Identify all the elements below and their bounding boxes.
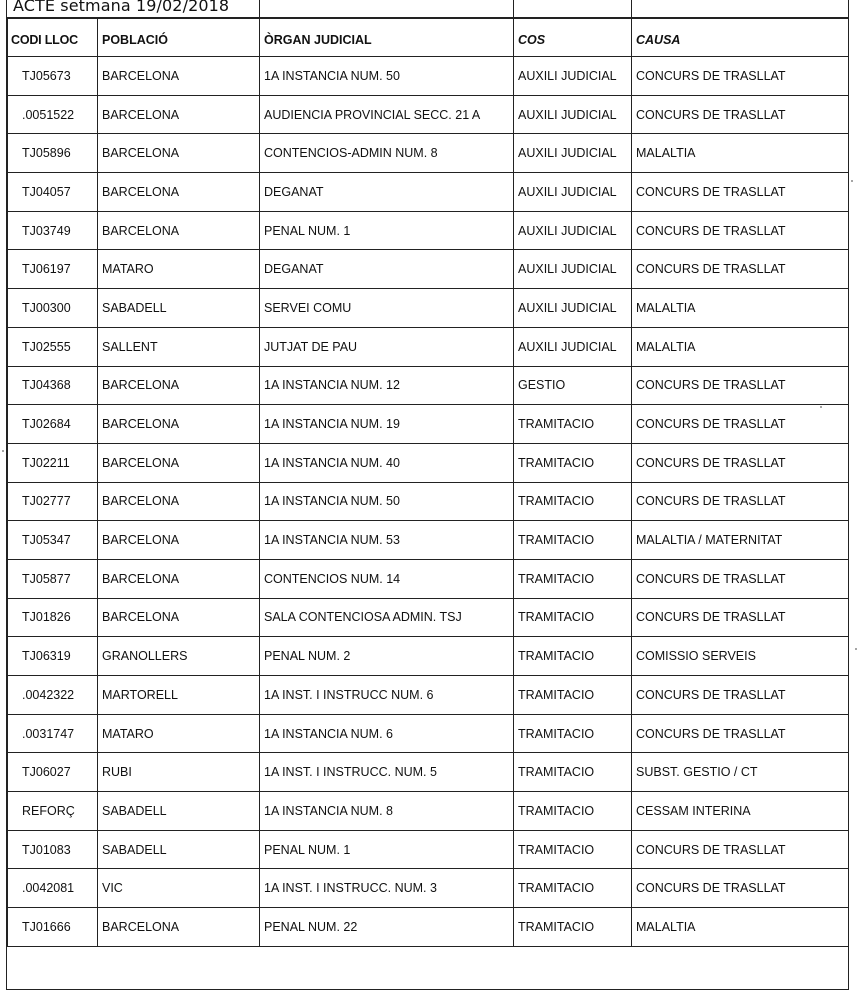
cell-causa: CONCURS DE TRASLLAT: [632, 830, 849, 869]
cell-poblacio: RUBI: [98, 753, 260, 792]
cell-cos: TRAMITACIO: [514, 753, 632, 792]
cell-organ-judicial: 1A INST. I INSTRUCC NUM. 6: [260, 676, 514, 715]
cell-causa: MALALTIA: [632, 908, 849, 947]
cell-poblacio: SABADELL: [98, 830, 260, 869]
cell-poblacio: BARCELONA: [98, 521, 260, 560]
cell-cos: AUXILI JUDICIAL: [514, 327, 632, 366]
table-header-row: [8, 19, 849, 57]
cell-causa: CONCURS DE TRASLLAT: [632, 443, 849, 482]
table-row: [8, 443, 849, 482]
document-title: ACTE setmana 19/02/2018: [13, 0, 230, 15]
cell-causa: CONCURS DE TRASLLAT: [632, 559, 849, 598]
cell-codi-lloc: TJ04368: [8, 366, 98, 405]
table-row: [8, 637, 849, 676]
header-causa: CAUSA: [632, 19, 849, 57]
cell-causa: CONCURS DE TRASLLAT: [632, 482, 849, 521]
cell-organ-judicial: CONTENCIOS-ADMIN NUM. 8: [260, 134, 514, 173]
cell-poblacio: BARCELONA: [98, 57, 260, 96]
cell-poblacio: BARCELONA: [98, 482, 260, 521]
cell-codi-lloc: .0051522: [8, 95, 98, 134]
cell-poblacio: BARCELONA: [98, 173, 260, 212]
cell-cos: AUXILI JUDICIAL: [514, 57, 632, 96]
cell-cos: TRAMITACIO: [514, 869, 632, 908]
cell-cos: TRAMITACIO: [514, 482, 632, 521]
vacancies-table: [7, 18, 849, 947]
cell-poblacio: BARCELONA: [98, 211, 260, 250]
table-row: [8, 598, 849, 637]
cell-poblacio: SABADELL: [98, 792, 260, 831]
table-row: [8, 173, 849, 212]
cell-organ-judicial: JUTJAT DE PAU: [260, 327, 514, 366]
table-row: [8, 250, 849, 289]
cell-causa: CONCURS DE TRASLLAT: [632, 405, 849, 444]
scan-speck: [820, 406, 822, 408]
cell-cos: TRAMITACIO: [514, 559, 632, 598]
cell-codi-lloc: TJ04057: [8, 173, 98, 212]
table-row: [8, 57, 849, 96]
cell-poblacio: VIC: [98, 869, 260, 908]
header-codi-lloc: CODI LLOC: [8, 19, 98, 57]
cell-cos: GESTIO: [514, 366, 632, 405]
table-row: [8, 482, 849, 521]
cell-codi-lloc: TJ01666: [8, 908, 98, 947]
cell-cos: AUXILI JUDICIAL: [514, 95, 632, 134]
cell-cos: TRAMITACIO: [514, 714, 632, 753]
cell-organ-judicial: 1A INSTANCIA NUM. 6: [260, 714, 514, 753]
table-row: [8, 792, 849, 831]
cell-causa: CONCURS DE TRASLLAT: [632, 250, 849, 289]
cell-organ-judicial: 1A INSTANCIA NUM. 50: [260, 482, 514, 521]
cell-organ-judicial: PENAL NUM. 2: [260, 637, 514, 676]
cell-cos: TRAMITACIO: [514, 521, 632, 560]
cell-codi-lloc: TJ02684: [8, 405, 98, 444]
cell-organ-judicial: 1A INSTANCIA NUM. 8: [260, 792, 514, 831]
table-row: [8, 95, 849, 134]
cell-cos: TRAMITACIO: [514, 830, 632, 869]
cell-organ-judicial: DEGANAT: [260, 173, 514, 212]
title-divider: [631, 0, 632, 18]
cell-cos: AUXILI JUDICIAL: [514, 173, 632, 212]
cell-codi-lloc: .0031747: [8, 714, 98, 753]
cell-poblacio: BARCELONA: [98, 366, 260, 405]
title-row: [7, 0, 848, 18]
scan-speck: [855, 648, 857, 650]
cell-cos: AUXILI JUDICIAL: [514, 211, 632, 250]
cell-codi-lloc: TJ05877: [8, 559, 98, 598]
cell-poblacio: GRANOLLERS: [98, 637, 260, 676]
table-row: [8, 521, 849, 560]
table-row: [8, 753, 849, 792]
cell-organ-judicial: 1A INST. I INSTRUCC. NUM. 3: [260, 869, 514, 908]
table-row: [8, 830, 849, 869]
table-row: [8, 366, 849, 405]
cell-causa: CESSAM INTERINA: [632, 792, 849, 831]
cell-codi-lloc: TJ02211: [8, 443, 98, 482]
table-row: [8, 134, 849, 173]
cell-codi-lloc: TJ02777: [8, 482, 98, 521]
cell-codi-lloc: .0042081: [8, 869, 98, 908]
cell-causa: CONCURS DE TRASLLAT: [632, 57, 849, 96]
cell-poblacio: SALLENT: [98, 327, 260, 366]
cell-codi-lloc: TJ05347: [8, 521, 98, 560]
cell-organ-judicial: SERVEI COMU: [260, 289, 514, 328]
cell-poblacio: BARCELONA: [98, 405, 260, 444]
cell-organ-judicial: CONTENCIOS NUM. 14: [260, 559, 514, 598]
cell-causa: CONCURS DE TRASLLAT: [632, 869, 849, 908]
table-body: [8, 57, 849, 947]
cell-poblacio: MATARO: [98, 714, 260, 753]
cell-cos: TRAMITACIO: [514, 598, 632, 637]
cell-organ-judicial: AUDIENCIA PROVINCIAL SECC. 21 A: [260, 95, 514, 134]
cell-codi-lloc: TJ06319: [8, 637, 98, 676]
scan-speck: [851, 180, 853, 182]
cell-cos: AUXILI JUDICIAL: [514, 134, 632, 173]
cell-cos: AUXILI JUDICIAL: [514, 289, 632, 328]
cell-poblacio: SABADELL: [98, 289, 260, 328]
cell-causa: COMISSIO SERVEIS: [632, 637, 849, 676]
cell-causa: CONCURS DE TRASLLAT: [632, 95, 849, 134]
cell-cos: TRAMITACIO: [514, 443, 632, 482]
cell-codi-lloc: TJ05673: [8, 57, 98, 96]
cell-organ-judicial: PENAL NUM. 1: [260, 211, 514, 250]
cell-codi-lloc: TJ02555: [8, 327, 98, 366]
header-cos: COS: [514, 19, 632, 57]
cell-poblacio: BARCELONA: [98, 443, 260, 482]
table-row: [8, 714, 849, 753]
cell-causa: CONCURS DE TRASLLAT: [632, 211, 849, 250]
table-row: [8, 289, 849, 328]
cell-causa: MALALTIA: [632, 289, 849, 328]
cell-cos: TRAMITACIO: [514, 405, 632, 444]
cell-causa: CONCURS DE TRASLLAT: [632, 676, 849, 715]
cell-codi-lloc: TJ05896: [8, 134, 98, 173]
cell-cos: TRAMITACIO: [514, 792, 632, 831]
cell-poblacio: BARCELONA: [98, 598, 260, 637]
title-divider: [259, 0, 260, 18]
cell-poblacio: BARCELONA: [98, 134, 260, 173]
table-row: [8, 869, 849, 908]
cell-causa: MALALTIA / MATERNITAT: [632, 521, 849, 560]
cell-causa: CONCURS DE TRASLLAT: [632, 598, 849, 637]
cell-codi-lloc: TJ01083: [8, 830, 98, 869]
cell-organ-judicial: 1A INSTANCIA NUM. 12: [260, 366, 514, 405]
cell-cos: AUXILI JUDICIAL: [514, 250, 632, 289]
cell-poblacio: BARCELONA: [98, 559, 260, 598]
cell-causa: CONCURS DE TRASLLAT: [632, 714, 849, 753]
cell-causa: CONCURS DE TRASLLAT: [632, 173, 849, 212]
cell-organ-judicial: DEGANAT: [260, 250, 514, 289]
cell-organ-judicial: PENAL NUM. 1: [260, 830, 514, 869]
scan-speck: [2, 450, 4, 452]
title-divider: [513, 0, 514, 18]
cell-codi-lloc: REFORÇ: [8, 792, 98, 831]
cell-cos: TRAMITACIO: [514, 908, 632, 947]
table-row: [8, 676, 849, 715]
cell-poblacio: MATARO: [98, 250, 260, 289]
cell-causa: MALALTIA: [632, 134, 849, 173]
table-row: [8, 211, 849, 250]
table-row: [8, 405, 849, 444]
cell-organ-judicial: 1A INST. I INSTRUCC. NUM. 5: [260, 753, 514, 792]
cell-causa: SUBST. GESTIO / CT: [632, 753, 849, 792]
header-poblacio: POBLACIÓ: [98, 19, 260, 57]
cell-causa: CONCURS DE TRASLLAT: [632, 366, 849, 405]
cell-organ-judicial: 1A INSTANCIA NUM. 53: [260, 521, 514, 560]
cell-poblacio: MARTORELL: [98, 676, 260, 715]
cell-causa: MALALTIA: [632, 327, 849, 366]
cell-codi-lloc: TJ06027: [8, 753, 98, 792]
cell-codi-lloc: .0042322: [8, 676, 98, 715]
cell-codi-lloc: TJ03749: [8, 211, 98, 250]
cell-codi-lloc: TJ06197: [8, 250, 98, 289]
document-sheet: [6, 0, 849, 990]
cell-cos: TRAMITACIO: [514, 676, 632, 715]
cell-organ-judicial: SALA CONTENCIOSA ADMIN. TSJ: [260, 598, 514, 637]
table-row: [8, 908, 849, 947]
header-organ-judicial: ÒRGAN JUDICIAL: [260, 19, 514, 57]
table-row: [8, 559, 849, 598]
cell-cos: TRAMITACIO: [514, 637, 632, 676]
cell-codi-lloc: TJ00300: [8, 289, 98, 328]
cell-poblacio: BARCELONA: [98, 95, 260, 134]
cell-poblacio: BARCELONA: [98, 908, 260, 947]
table-row: [8, 327, 849, 366]
cell-codi-lloc: TJ01826: [8, 598, 98, 637]
cell-organ-judicial: PENAL NUM. 22: [260, 908, 514, 947]
cell-organ-judicial: 1A INSTANCIA NUM. 50: [260, 57, 514, 96]
cell-organ-judicial: 1A INSTANCIA NUM. 19: [260, 405, 514, 444]
cell-organ-judicial: 1A INSTANCIA NUM. 40: [260, 443, 514, 482]
